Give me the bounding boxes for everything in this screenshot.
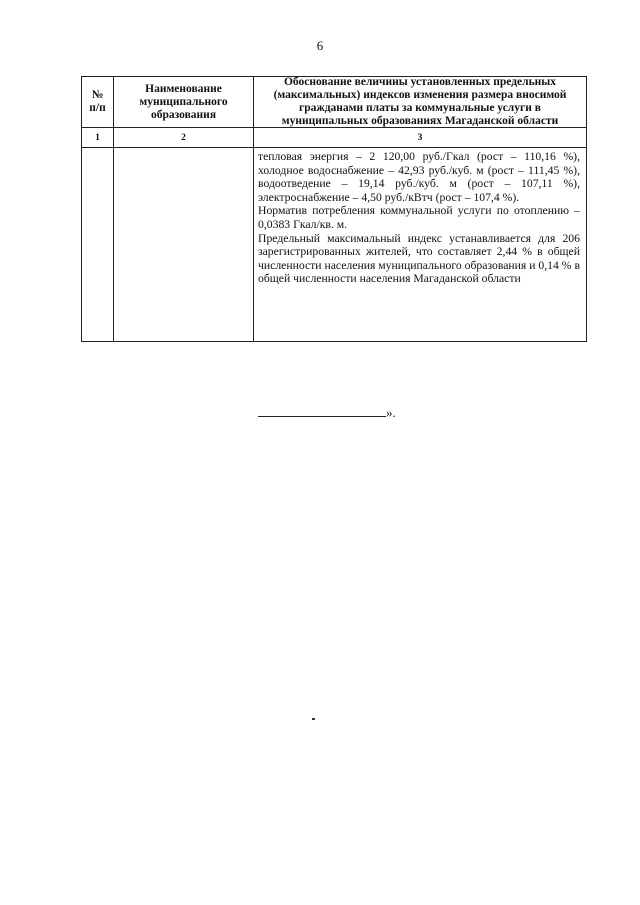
header-municipality [114,77,253,127]
row-justification-cell [254,148,586,341]
index-population-paragraph: Предельный максимальный индекс устанавливается для 206 зарегистрированных жителей, что составляет 2,44 % в общей численности населения муниципального образования и 0,14 % в общей численности населения Магаданской области [258,231,580,286]
row-number-cell [82,148,113,341]
header-justification [254,77,586,127]
tariff-paragraph: тепловая энергия – 2 120,00 руб./Гкал (рост – 110,16 %), холодное водоснабжение – 42,93 руб./куб. м (рост – 111,45 %), водоотведение – 19,14 руб./куб. м (рост – 107,11 %), электроснабжение – 4,50 руб./кВтч (рост – 107,4 %). [258,150,580,204]
header-municipality-text: Наименование муниципального образования [139,82,228,121]
header-justification-text: Обоснование величины установленных предельных (максимальных) индексов изменения размера вносимой гражданами платы за коммунальные услуги в муниципальных образованиях Магаданской области [273,76,567,127]
header-number [82,77,113,127]
column-number-2: 2 [181,133,186,143]
heating-norm-paragraph: Норматив потребления коммунальной услуги по отоплению – 0,0383 Гкал/кв. м. [258,204,580,231]
row-municipality-cell [114,148,253,341]
column-number-1: 1 [95,133,100,143]
page-number: 6 [316,38,324,53]
justification-table [81,76,587,342]
table-border-bottom [81,341,587,342]
closing-line [258,404,396,421]
table-border-right [586,76,587,342]
scan-speck [312,718,315,720]
column-number-3: 3 [417,133,423,143]
closing-mark: ». [386,405,396,420]
blank-underline [258,404,386,417]
header-number-text: № п/п [89,89,106,114]
